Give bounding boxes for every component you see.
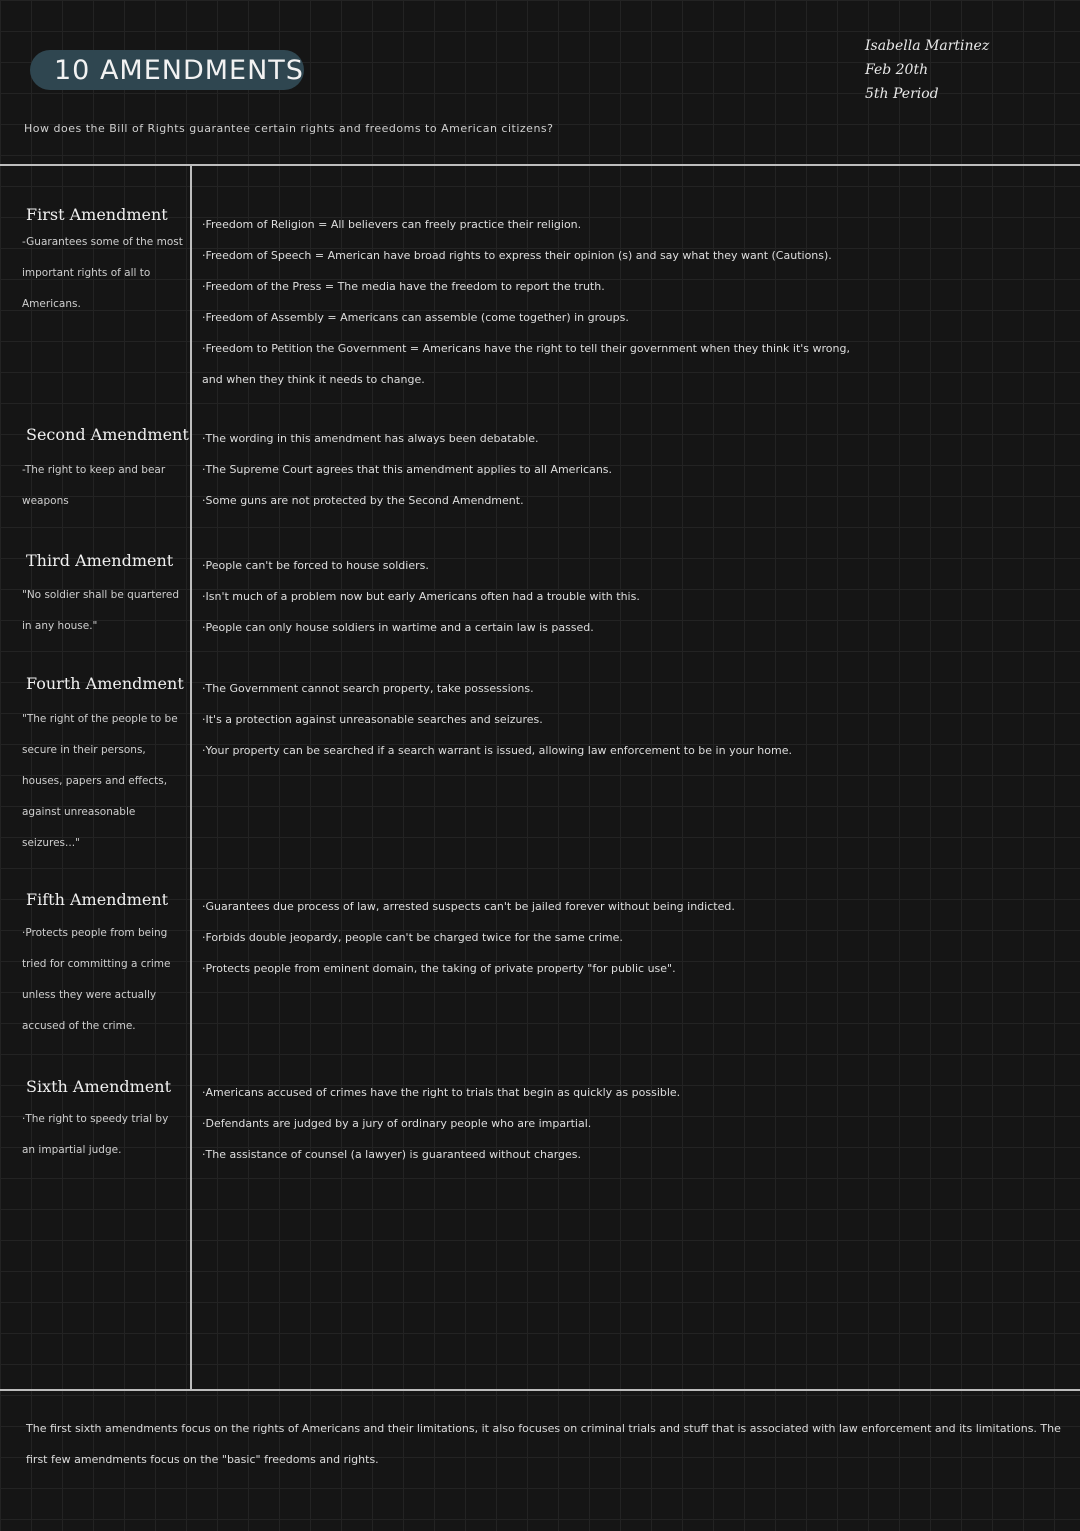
author-block xyxy=(865,34,989,106)
amendment-title: Fourth Amendment xyxy=(26,674,184,693)
amendment-notes xyxy=(202,550,1072,643)
note-line: ·Freedom of Assembly = Americans can assemble (come together) in groups. xyxy=(202,311,629,324)
note-line: ·Your property can be searched if a search warrant is issued, allowing law enforcement to be in your home. xyxy=(202,744,792,757)
note-line: ·Americans accused of crimes have the right to trials that begin as quickly as possible. xyxy=(202,1086,681,1099)
page-title: 10 AMENDMENTS xyxy=(54,54,304,86)
note-line: ·The wording in this amendment has always been debatable. xyxy=(202,432,539,445)
amendment-description: ·The right to speedy trial by an impartial judge. xyxy=(22,1113,169,1156)
amendment-description: "No soldier shall be quartered in any house." xyxy=(22,589,180,632)
amendment-notes xyxy=(202,423,1072,516)
amendment-title: Sixth Amendment xyxy=(26,1077,172,1096)
note-line: and when they think it needs to change. xyxy=(202,373,425,386)
note-line: ·Some guns are not protected by the Second Amendment. xyxy=(202,494,524,507)
note-line: ·Freedom of the Press = The media have the freedom to report the truth. xyxy=(202,280,605,293)
note-line: ·Protects people from eminent domain, the taking of private property "for public use". xyxy=(202,962,676,975)
amendment-description: ·Protects people from being tried for committing a crime unless they were actually accused of the crime. xyxy=(22,927,171,1032)
author-name: Isabella Martinez xyxy=(865,38,990,54)
essential-question: How does the Bill of Rights guarantee certain rights and freedoms to American citizens? xyxy=(24,122,554,135)
amendment-title: Second Amendment xyxy=(26,425,189,444)
amendment-description: -Guarantees some of the most important rights of all to Americans. xyxy=(22,236,183,310)
amendment-title: First Amendment xyxy=(26,205,168,224)
note-line: ·The assistance of counsel (a lawyer) is guaranteed without charges. xyxy=(202,1148,582,1161)
class-period: 5th Period xyxy=(865,86,939,102)
note-line: ·Guarantees due process of law, arrested suspects can't be jailed forever without being indicted. xyxy=(202,900,735,913)
amendment-notes xyxy=(202,209,1072,395)
amendment-notes xyxy=(202,891,1072,984)
top-divider xyxy=(0,164,1080,166)
amendment-description: -The right to keep and bear weapons xyxy=(22,464,166,507)
amendment-title: Fifth Amendment xyxy=(26,890,169,909)
note-line: ·Forbids double jeopardy, people can't be charged twice for the same crime. xyxy=(202,931,623,944)
summary-paragraph: The first sixth amendments focus on the rights of Americans and their limitations, it also focuses on criminal trials and stuff that is associated with law enforcement and its limitations. The first few amendments focus on the "basic" freedoms and rights. xyxy=(26,1422,1061,1466)
note-line: ·It's a protection against unreasonable searches and seizures. xyxy=(202,713,543,726)
amendment-notes xyxy=(202,673,1072,766)
note-line: ·People can't be forced to house soldiers. xyxy=(202,559,429,572)
bottom-divider xyxy=(0,1389,1080,1391)
amendment-notes xyxy=(202,1077,1072,1170)
column-divider xyxy=(190,166,192,1389)
note-line: ·People can only house soldiers in wartime and a certain law is passed. xyxy=(202,621,594,634)
date: Feb 20th xyxy=(865,62,929,78)
note-line: ·Defendants are judged by a jury of ordinary people who are impartial. xyxy=(202,1117,592,1130)
title-banner xyxy=(30,50,304,90)
amendment-description: "The right of the people to be secure in their persons, houses, papers and effects, against unreasonable seizures..." xyxy=(22,713,178,849)
note-line: ·The Government cannot search property, take possessions. xyxy=(202,682,534,695)
note-line: ·Isn't much of a problem now but early Americans often had a trouble with this. xyxy=(202,590,640,603)
note-line: ·Freedom of Speech = American have broad rights to express their opinion (s) and say what they want (Cautions). xyxy=(202,249,832,262)
note-line: ·The Supreme Court agrees that this amendment applies to all Americans. xyxy=(202,463,613,476)
amendment-title: Third Amendment xyxy=(26,551,174,570)
note-line: ·Freedom of Religion = All believers can freely practice their religion. xyxy=(202,218,582,231)
note-line: ·Freedom to Petition the Government = Americans have the right to tell their government when they think it's wrong, xyxy=(202,342,850,355)
